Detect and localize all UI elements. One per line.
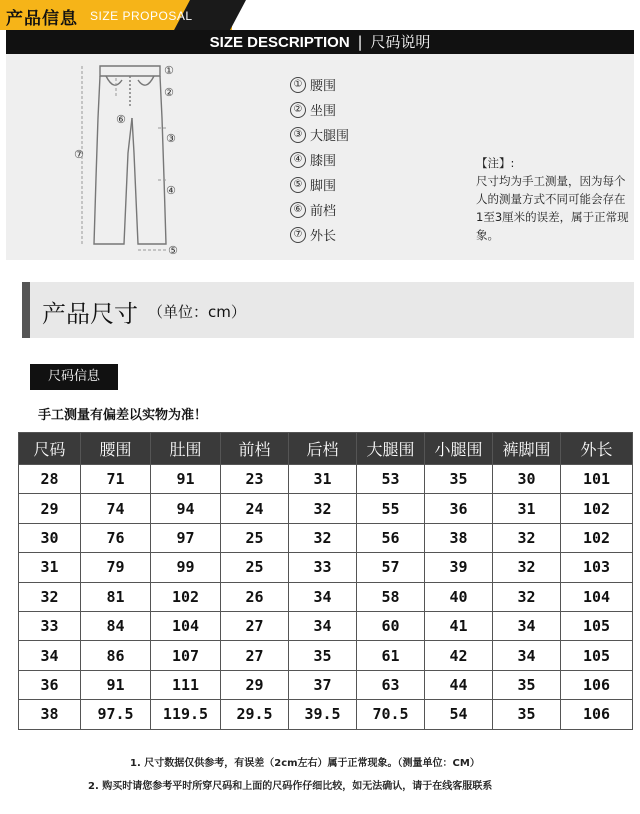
table-cell: 105	[561, 611, 633, 640]
measurement-legend	[290, 72, 349, 247]
table-row	[19, 611, 633, 640]
table-cell: 76	[81, 523, 151, 552]
table-cell: 106	[561, 700, 633, 729]
table-cell: 106	[561, 670, 633, 699]
table-cell: 32	[493, 523, 561, 552]
legend-label: 膝围	[310, 154, 337, 169]
table-row	[19, 553, 633, 582]
table-row	[19, 465, 633, 494]
table-cell: 84	[81, 611, 151, 640]
table-cell: 104	[151, 611, 221, 640]
table-cell: 31	[19, 553, 81, 582]
table-cell: 40	[425, 582, 493, 611]
size-description-en: SIZE DESCRIPTION	[209, 34, 350, 51]
table-header-cell: 大腿围	[357, 433, 425, 465]
table-cell: 24	[221, 494, 289, 523]
table-cell: 71	[81, 465, 151, 494]
legend-number: ④	[290, 152, 306, 168]
table-cell: 36	[19, 670, 81, 699]
table-cell: 33	[289, 553, 357, 582]
table-cell: 36	[425, 494, 493, 523]
table-cell: 97.5	[81, 700, 151, 729]
table-cell: 32	[493, 553, 561, 582]
table-cell: 28	[19, 465, 81, 494]
table-cell: 34	[289, 582, 357, 611]
legend-number: ⑤	[290, 177, 306, 193]
table-row	[19, 641, 633, 670]
table-header-cell: 腰围	[81, 433, 151, 465]
legend-item-waist	[290, 72, 349, 97]
legend-label: 前档	[310, 204, 337, 219]
table-cell: 91	[81, 670, 151, 699]
table-cell: 25	[221, 553, 289, 582]
table-cell: 32	[289, 523, 357, 552]
table-header-cell: 前档	[221, 433, 289, 465]
table-cell: 39	[425, 553, 493, 582]
note-line: 尺寸均为手工测量，因为每个	[476, 174, 626, 188]
table-cell: 79	[81, 553, 151, 582]
table-cell: 103	[561, 553, 633, 582]
table-cell: 61	[357, 641, 425, 670]
note-line: 象。	[476, 228, 499, 242]
table-cell: 30	[19, 523, 81, 552]
table-header-cell: 小腿围	[425, 433, 493, 465]
callout-2: ②	[164, 86, 174, 99]
size-description-bar	[6, 30, 634, 54]
table-cell: 26	[221, 582, 289, 611]
table-cell: 70.5	[357, 700, 425, 729]
table-cell: 35	[493, 700, 561, 729]
table-row	[19, 670, 633, 699]
product-size-unit: （单位：cm）	[148, 303, 246, 321]
table-cell: 31	[289, 465, 357, 494]
note-line: 人的测量方式不同可能会存在	[476, 192, 626, 206]
note-line: 1至3厘米的误差，属于正常现	[476, 210, 629, 224]
table-header-cell: 裤脚围	[493, 433, 561, 465]
legend-label: 外长	[310, 229, 337, 244]
table-row	[19, 523, 633, 552]
legend-number: ③	[290, 127, 306, 143]
table-cell: 97	[151, 523, 221, 552]
legend-number: ⑥	[290, 202, 306, 218]
legend-item-hem	[290, 172, 349, 197]
legend-number: ②	[290, 102, 306, 118]
table-cell: 25	[221, 523, 289, 552]
header-accent-bar	[22, 282, 30, 338]
legend-item-hip	[290, 97, 349, 122]
banner-title-cn: 产品信息	[6, 9, 78, 29]
table-cell: 35	[425, 465, 493, 494]
table-cell: 94	[151, 494, 221, 523]
table-cell: 41	[425, 611, 493, 640]
table-cell: 60	[357, 611, 425, 640]
legend-label: 坐围	[310, 104, 337, 119]
size-description-separator: |	[357, 33, 363, 51]
legend-label: 脚围	[310, 179, 337, 194]
legend-item-front-rise	[290, 197, 349, 222]
banner-title-en: SIZE PROPOSAL	[90, 9, 193, 23]
table-cell: 53	[357, 465, 425, 494]
table-cell: 34	[289, 611, 357, 640]
table-cell: 63	[357, 670, 425, 699]
table-cell: 56	[357, 523, 425, 552]
table-cell: 27	[221, 641, 289, 670]
table-cell: 32	[493, 582, 561, 611]
callout-1: ①	[164, 64, 174, 77]
callout-7: ⑦	[74, 148, 84, 161]
table-cell: 29.5	[221, 700, 289, 729]
table-row	[19, 700, 633, 729]
legend-number: ①	[290, 77, 306, 93]
table-cell: 38	[425, 523, 493, 552]
footnote-1: 1. 尺寸数据仅供参考，有误差（2cm左右）属于正常现象。（测量单位：CM）	[130, 758, 480, 769]
table-cell: 34	[493, 641, 561, 670]
table-cell: 23	[221, 465, 289, 494]
table-cell: 29	[221, 670, 289, 699]
table-cell: 34	[493, 611, 561, 640]
top-banner	[0, 0, 640, 32]
table-cell: 101	[561, 465, 633, 494]
legend-label: 大腿围	[310, 129, 350, 144]
table-header-cell: 后档	[289, 433, 357, 465]
table-cell: 57	[357, 553, 425, 582]
table-cell: 102	[561, 523, 633, 552]
measurement-disclaimer: 手工测量有偏差以实物为准！	[38, 408, 208, 423]
legend-item-knee	[290, 147, 349, 172]
table-cell: 102	[561, 494, 633, 523]
table-cell: 42	[425, 641, 493, 670]
pants-diagram-icon	[72, 58, 192, 258]
table-header-row	[19, 433, 633, 465]
legend-item-outseam	[290, 222, 349, 247]
footnote-2: 2. 购买时请您参考平时所穿尺码和上面的尺码作仔细比较，如无法确认，请于在线客服联系	[88, 781, 493, 792]
table-cell: 37	[289, 670, 357, 699]
table-cell: 35	[493, 670, 561, 699]
legend-label: 腰围	[310, 79, 337, 94]
size-info-tag: 尺码信息	[30, 364, 118, 390]
table-cell: 34	[19, 641, 81, 670]
product-size-header	[22, 282, 634, 338]
table-cell: 105	[561, 641, 633, 670]
table-cell: 104	[561, 582, 633, 611]
table-cell: 99	[151, 553, 221, 582]
table-header-cell: 外长	[561, 433, 633, 465]
size-table	[18, 432, 633, 730]
table-cell: 27	[221, 611, 289, 640]
table-cell: 33	[19, 611, 81, 640]
table-cell: 29	[19, 494, 81, 523]
legend-item-thigh	[290, 122, 349, 147]
table-cell: 44	[425, 670, 493, 699]
table-cell: 38	[19, 700, 81, 729]
table-cell: 32	[19, 582, 81, 611]
table-cell: 39.5	[289, 700, 357, 729]
product-size-title: 产品尺寸	[42, 300, 138, 328]
table-cell: 31	[493, 494, 561, 523]
table-cell: 35	[289, 641, 357, 670]
callout-3: ③	[166, 132, 176, 145]
table-cell: 32	[289, 494, 357, 523]
table-cell: 119.5	[151, 700, 221, 729]
table-header-cell: 肚围	[151, 433, 221, 465]
table-row	[19, 582, 633, 611]
table-row	[19, 494, 633, 523]
note-title: 【注】:	[476, 156, 515, 170]
size-description-cn: 尺码说明	[370, 33, 431, 51]
table-cell: 86	[81, 641, 151, 670]
measurement-note	[476, 154, 636, 244]
table-cell: 107	[151, 641, 221, 670]
table-cell: 91	[151, 465, 221, 494]
callout-5: ⑤	[168, 244, 178, 257]
table-cell: 58	[357, 582, 425, 611]
measurement-diagram-panel	[6, 54, 634, 260]
table-cell: 30	[493, 465, 561, 494]
table-cell: 102	[151, 582, 221, 611]
table-header-cell: 尺码	[19, 433, 81, 465]
table-cell: 55	[357, 494, 425, 523]
legend-number: ⑦	[290, 227, 306, 243]
table-cell: 74	[81, 494, 151, 523]
table-cell: 111	[151, 670, 221, 699]
callout-6: ⑥	[116, 113, 126, 126]
table-cell: 81	[81, 582, 151, 611]
callout-4: ④	[166, 184, 176, 197]
table-cell: 54	[425, 700, 493, 729]
